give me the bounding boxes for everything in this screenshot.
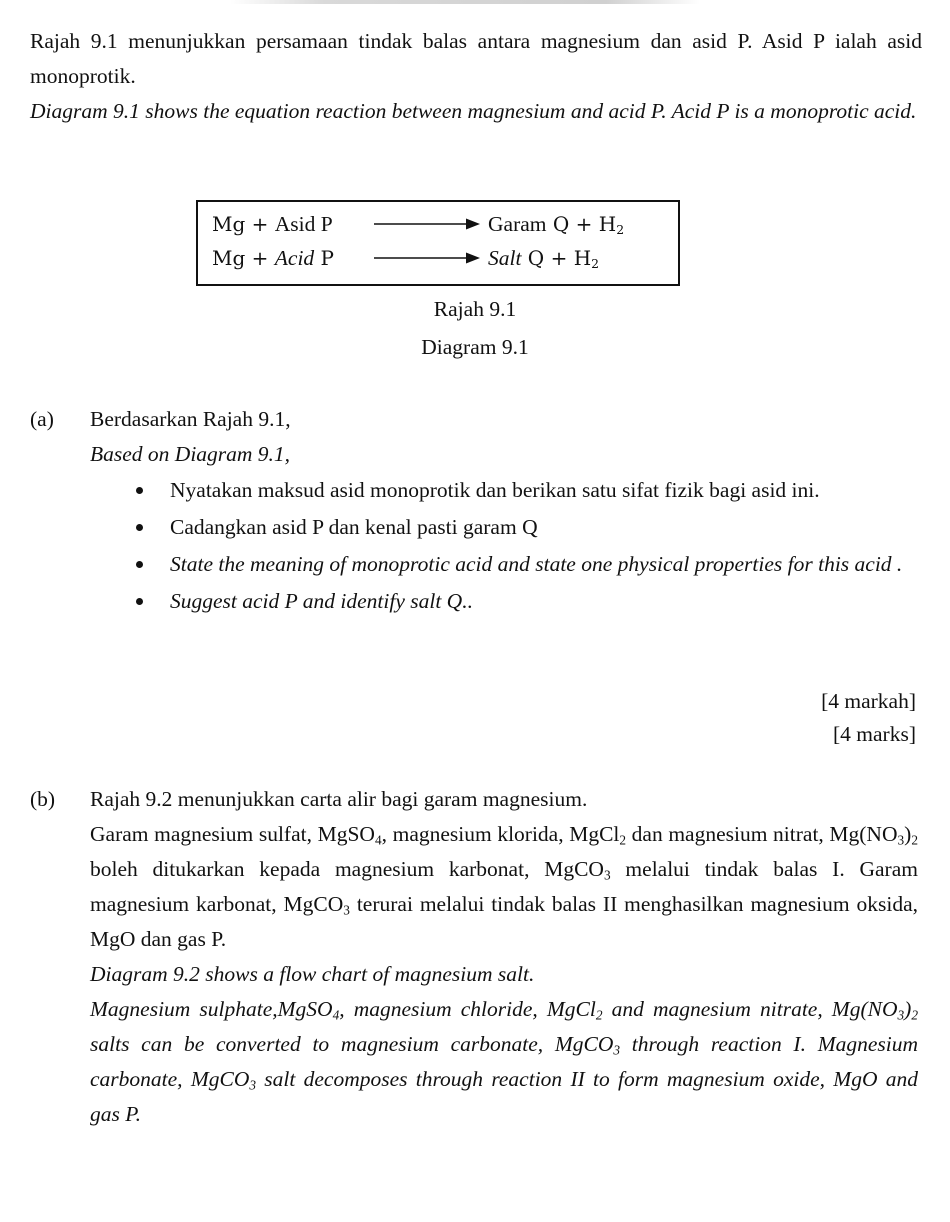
diagram-caption-malay: Rajah 9.1: [433, 297, 517, 321]
part-a-lead-english: Based on Diagram 9.1,: [90, 442, 291, 466]
equation-malay-products: Garam $Q + H_2$: [488, 212, 625, 238]
part-b-paragraph-english: Magnesium sulphate,MgSO$_4$, magnesium chloride, MgCl$_2$ and magnesium nitrate, $Mg(NO_3)_2$ salts can be converted to magnesium carbonate, MgCO$_3$ through reaction I. Magnesium carbonate, MgCO$_3$ salt decomposes through reaction II to form magnesium oxide, MgO and gas P.: [90, 997, 919, 1126]
reaction-arrow-icon: [374, 217, 480, 231]
intro-paragraph: [30, 24, 922, 129]
intro-english: Diagram 9.1 shows the equation reaction between magnesium and acid P. Acid P is a monoprotic acid.: [30, 99, 917, 123]
diagram-caption-english: Diagram 9.1: [421, 335, 529, 359]
intro-malay: Rajah 9.1 menunjukkan persamaan tindak balas antara magnesium dan asid P. Asid P ialah asid monoprotik.: [30, 29, 922, 88]
part-b-body: [90, 782, 918, 1132]
part-a-bullet-list: [130, 473, 920, 621]
part-b-paragraph-malay: Garam magnesium sulfat, MgSO$_4$, magnesium klorida, MgCl$_2$ dan magnesium nitrat, $Mg(NO_3)_2$ boleh ditukarkan kepada magnesium karbonat, MgCO$_3$ melalui tindak balas I. Garam magnesium karbonat, MgCO$_3$ terurai melalui tindak balas II menghasilkan magnesium oksida, MgO dan gas P.: [90, 822, 918, 951]
equation-malay-reactants: Mg + Asid P: [212, 212, 333, 236]
part-a-lead-malay: Berdasarkan Rajah 9.1,: [90, 407, 291, 431]
equation-english-products: Salt $Q + H_2$: [488, 246, 600, 272]
equation-english: [212, 242, 668, 274]
list-item: State the meaning of monoprotic acid and state one physical properties for this acid .: [130, 547, 920, 582]
part-b-title-malay: Rajah 9.2 menunjukkan carta alir bagi garam magnesium.: [90, 787, 588, 811]
part-a-marks-malay: [4 markah]: [821, 689, 916, 713]
reaction-arrow-icon: [374, 251, 480, 265]
part-a-label: (a): [30, 407, 54, 431]
list-item: Nyatakan maksud asid monoprotik dan berikan satu sifat fizik bagi asid ini.: [130, 473, 920, 508]
equation-english-reactants: Mg + Acid P: [212, 246, 334, 270]
scan-edge-artifact: [230, 0, 700, 4]
part-a-lead: [90, 402, 918, 472]
list-item: Suggest acid P and identify salt Q..: [130, 584, 920, 619]
equation-malay: [212, 208, 668, 240]
list-item: Cadangkan asid P dan kenal pasti garam Q: [130, 510, 920, 545]
part-b-title-english: Diagram 9.2 shows a flow chart of magnesium salt.: [90, 962, 535, 986]
part-a-marks-english: [4 marks]: [833, 722, 916, 746]
part-b-label: (b): [30, 787, 56, 811]
equation-box: [196, 200, 680, 286]
